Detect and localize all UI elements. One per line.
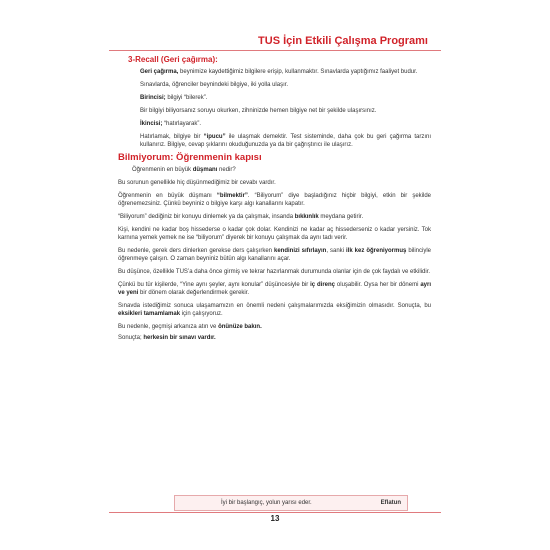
paragraph-q11 xyxy=(118,334,431,342)
bold-text: bıkkınlık xyxy=(294,214,319,220)
paragraph-q8 xyxy=(118,281,431,297)
paragraph-q1 xyxy=(132,166,431,174)
bold-text: “bilmektir” xyxy=(216,193,248,199)
paragraph-q6 xyxy=(118,247,431,263)
recall-paragraph-3 xyxy=(140,94,431,102)
text: . “Biliyorum” diye başladığınız hiçbir bilgiyi, etkin bir şekilde öğrenemezsiniz. Çünkü beyniniz o bilgiye karşı algı kanallarını kapatır. xyxy=(118,193,432,207)
paragraph-q7: Bu düşünce, özellikle TUS’a daha önce girmiş ve tekrar hazırlanmak durumunda olanlar için de çok faydalı ve etkilidir. xyxy=(118,269,431,275)
text: Sınavda istediğimiz sonuca ulaşamamızın en önemli nedeni çalışmalarımızda eksiğimizin olmasıdır. Sonuçta, bu xyxy=(118,303,431,309)
text: Bu nedenle, geçmişi arkanıza atın ve xyxy=(118,324,219,330)
text: bir dönem olarak değerlendirmek gerekir. xyxy=(138,290,250,296)
text: bilgiyi “bilerek”. xyxy=(165,95,208,101)
bold-text: iç direnç xyxy=(310,282,336,288)
bold-text: eksikleri tamamlamak xyxy=(118,311,181,317)
page-content xyxy=(118,55,431,347)
text: bilinciyle öğrenmeye çalışın. O zaman beyniniz bütün algı kanallarını açar. xyxy=(118,248,432,262)
bold-text: ayrı ve yeni xyxy=(118,282,431,296)
paragraph-q5: Kişi, kendini ne kadar boş hissederse o kadar çok dolar. Kendinizi ne kadar aç hissederseniz o kadar yersiniz. Tok karnına yemek yemek ne ise “biliyorum” diyerek bir konuyu çalışmak da aynı tadı verir. xyxy=(118,227,431,241)
paragraph-q4 xyxy=(118,213,431,221)
bold-text: herkesin bir sınavı vardır. xyxy=(143,335,216,341)
text: Çünkü bu tür kişilerde, “Yine aynı şeyler, aynı konular” düşüncesiyle bir xyxy=(118,282,311,288)
quote-author: Eflatun xyxy=(380,500,401,506)
quote-text: İyi bir başlangıç, yolun yarısı eder. xyxy=(221,500,312,506)
recall-paragraph-2: Sınavlarda, öğrenciler beynindeki bilgiye, iki yolla ulaşır. xyxy=(140,82,289,88)
text: için çalışıyoruz. xyxy=(180,311,223,317)
recall-paragraph-4: Bir bilgiyi biliyorsanız soruyu okurken, zihninizde hemen bilgiye net bir şekilde ulaşırsınız. xyxy=(140,108,377,114)
quote-box xyxy=(174,495,408,511)
bold-text: kendinizi sıfırlayın xyxy=(274,248,327,254)
term-ikincisi: İkincisi; xyxy=(140,121,163,127)
term-ipucu: “ipucu” xyxy=(203,134,226,140)
paragraph-q10 xyxy=(118,323,431,331)
header-rule xyxy=(109,50,441,51)
recall-paragraph-1 xyxy=(140,68,431,76)
text: Sonuçta; xyxy=(118,335,144,341)
text: nedir? xyxy=(217,167,236,173)
text: “hatırlayarak”. xyxy=(162,121,202,127)
text: , sanki xyxy=(326,248,346,254)
bold-text: ilk kez öğreniyormuş xyxy=(346,248,407,254)
text: Bu nedenle, gerek ders dinlerken gerekse ders çalışırken xyxy=(118,248,274,254)
paragraph-q9 xyxy=(118,302,431,318)
text: ile ulaşmak demektir. Test sisteminde, daha çok bu geri çağırma tarzını kullanırız. Bilgiye, cevap şıklarını okuduğunuzda ya da bir çağrıştırıcı ile ulaşırız. xyxy=(140,134,431,148)
text: Öğrenmenin en büyük xyxy=(132,167,193,173)
text: “Biliyorum” dediğiniz bir konuyu dinlemek ya da çalışmak, insanda xyxy=(118,214,295,220)
bold-text: düşmanı xyxy=(192,167,218,173)
term-birincisi: Birincisi; xyxy=(140,95,166,101)
recall-paragraph-6 xyxy=(140,133,431,149)
bold-text: önünüze bakın. xyxy=(218,324,262,330)
text: beynimize kaydettiğimiz bilgilere erişip, kullanmaktır. Sınavlarda yaptığımız faaliyet budur. xyxy=(178,69,418,75)
recall-heading: 3-Recall (Geri çağırma): xyxy=(128,55,218,64)
paragraph-q3 xyxy=(118,192,431,208)
term-geri-cagirma: Geri çağırma, xyxy=(140,69,179,75)
text: oluşabilir. Oysa her bir dönemi xyxy=(335,282,421,288)
recall-paragraph-5 xyxy=(140,120,431,128)
paragraph-q2: Bu sorunun genellikle hiç düşünmediğimiz bir cevabı vardır. xyxy=(118,180,276,186)
text: meydana getirir. xyxy=(318,214,364,220)
running-header: TUS İçin Etkili Çalışma Programı xyxy=(258,35,428,47)
page-number: 13 xyxy=(270,514,280,523)
text: Öğrenmenin en büyük düşmanı xyxy=(118,193,217,199)
footer-rule xyxy=(109,512,441,513)
text: Hatırlamak, bilgiye bir xyxy=(140,134,204,140)
section-heading: Bilmiyorum: Öğrenmenin kapısı xyxy=(118,152,262,163)
